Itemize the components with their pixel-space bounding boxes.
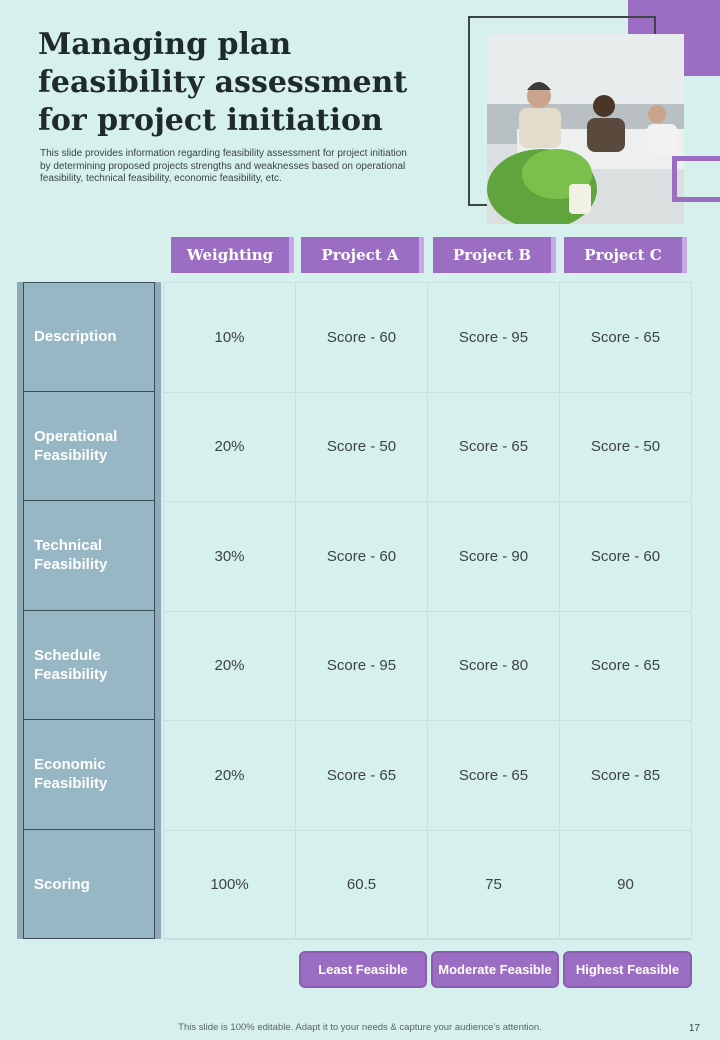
accent-block-mid: [672, 156, 720, 202]
column-header-project-b: Project B: [433, 237, 551, 273]
table-cell: 20%: [164, 393, 296, 503]
table-cell: 75: [428, 831, 560, 941]
moderate-feasible-badge: Moderate Feasible: [431, 951, 559, 988]
table-cell: 20%: [164, 721, 296, 831]
row-label-economic: Economic Feasibility: [23, 720, 155, 830]
table-cell: Score - 95: [296, 612, 428, 722]
row-label-technical: Technical Feasibility: [23, 501, 155, 611]
table-cell: Score - 65: [296, 721, 428, 831]
table-cell: Score - 60: [296, 283, 428, 393]
table-cell: 10%: [164, 283, 296, 393]
page-title: Managing plan feasibility assessment for project initiation: [38, 27, 408, 138]
table-cell: 20%: [164, 612, 296, 722]
score-table: [163, 282, 692, 939]
meeting-photo: [487, 34, 684, 224]
table-cell: Score - 90: [428, 502, 560, 612]
table-cell: Score - 50: [560, 393, 692, 503]
least-feasible-badge: Least Feasible: [299, 951, 427, 988]
table-cell: Score - 65: [428, 721, 560, 831]
row-label-description: Description: [23, 282, 155, 392]
table-cell: Score - 95: [428, 283, 560, 393]
page-number: 17: [688, 1023, 700, 1034]
table-cell: 100%: [164, 831, 296, 941]
page-subtitle: This slide provides information regarding feasibility assessment for project initiation by determining proposed projects strengths and weaknesses based on operational feasibility, technical feasibility, economic feasibility, etc.: [40, 148, 407, 184]
table-cell: Score - 65: [428, 393, 560, 503]
highest-feasible-badge: Highest Feasible: [563, 951, 692, 988]
table-cell: Score - 50: [296, 393, 428, 503]
table-cell: Score - 65: [560, 283, 692, 393]
column-header-weighting: Weighting: [171, 237, 289, 273]
column-header-project-a: Project A: [301, 237, 419, 273]
footer-note: This slide is 100% editable. Adapt it to your needs & capture your audience’s attention.: [178, 1022, 542, 1033]
table-cell: 30%: [164, 502, 296, 612]
row-label-operational: Operational Feasibility: [23, 392, 155, 502]
row-label-schedule: Schedule Feasibility: [23, 611, 155, 721]
table-cell: Score - 60: [296, 502, 428, 612]
table-cell: 90: [560, 831, 692, 941]
table-cell: 60.5: [296, 831, 428, 941]
table-cell: Score - 60: [560, 502, 692, 612]
table-cell: Score - 80: [428, 612, 560, 722]
column-header-project-c: Project C: [564, 237, 682, 273]
row-label-scoring: Scoring: [34, 875, 90, 893]
table-cell: Score - 85: [560, 721, 692, 831]
table-cell: Score - 65: [560, 612, 692, 722]
